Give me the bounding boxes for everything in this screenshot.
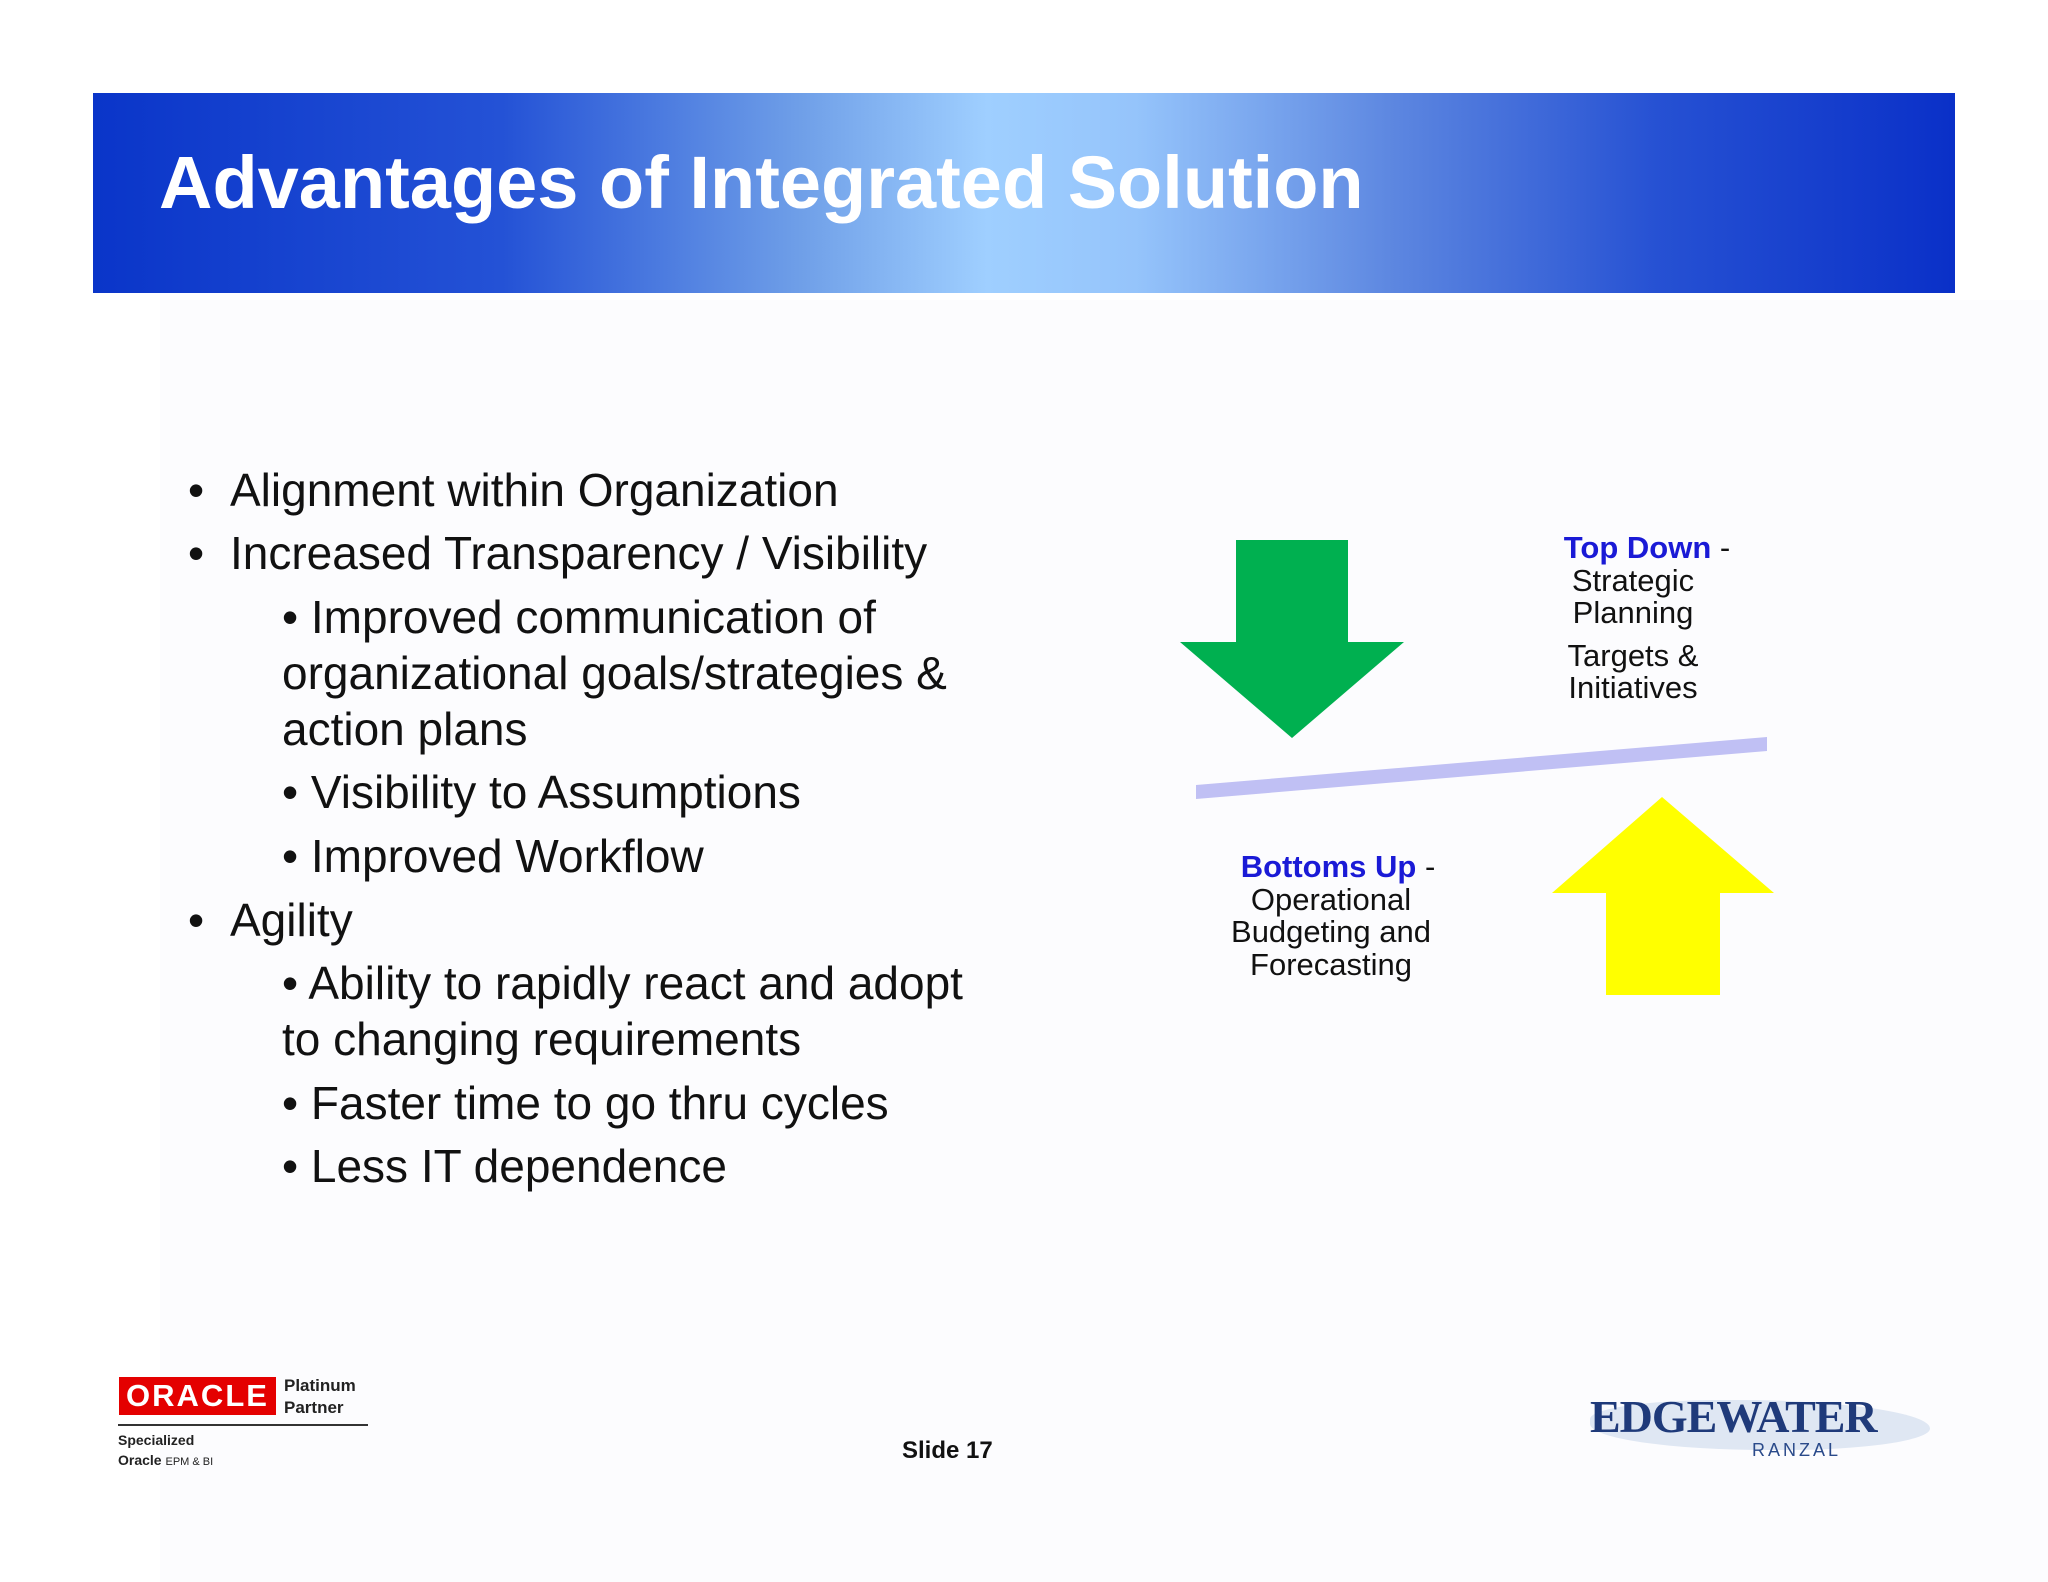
bullet-text: Improved communication of <box>310 591 876 643</box>
slide-title: Advantages of Integrated Solution <box>159 141 1364 224</box>
bullet-text: Faster time to go thru cycles <box>310 1077 889 1129</box>
subbullet-assumptions <box>282 764 801 820</box>
bullet-alignment <box>188 462 839 518</box>
edgewater-name: EDGEWATER <box>1590 1391 1877 1442</box>
bullet-marker: • <box>282 1077 299 1129</box>
top-down-label <box>1528 532 1738 705</box>
bullet-agility <box>188 892 353 948</box>
subbullet-cycles <box>282 1075 889 1131</box>
bullet-text: Increased Transparency / Visibility <box>230 527 928 579</box>
oracle-spec-detail-line <box>118 1450 213 1472</box>
oracle-specialization <box>118 1430 213 1472</box>
bottoms-up-dash: - <box>1416 849 1436 884</box>
bottoms-up-heading: Bottoms Up <box>1240 849 1417 884</box>
bullet-text: Less IT dependence <box>310 1140 727 1192</box>
oracle-partner-text <box>284 1375 356 1419</box>
bottoms-up-label <box>1220 851 1442 981</box>
bullet-marker: • <box>188 527 205 579</box>
top-down-dash: - <box>1711 530 1731 565</box>
bullet-marker: • <box>188 464 205 516</box>
bullet-text: Ability to rapidly react and adopt <box>308 957 963 1009</box>
oracle-spec-detail: EPM & BI <box>165 1456 214 1468</box>
bottoms-up-line: Operational <box>1250 881 1412 917</box>
bullet-marker: • <box>282 1140 299 1192</box>
oracle-partner-logo <box>116 1373 376 1473</box>
bullet-list <box>0 0 1100 1250</box>
top-down-line: Planning <box>1572 595 1694 631</box>
top-down-line: Initiatives <box>1568 670 1698 706</box>
bullet-text: Agility <box>230 894 353 946</box>
top-down-line: Targets & <box>1567 637 1699 673</box>
bottoms-up-line: Budgeting and <box>1231 914 1431 950</box>
subbullet-communication-cont: organizational goals/strategies & <box>282 647 947 699</box>
edgewater-sub: RANZAL <box>1752 1440 1842 1460</box>
oracle-specialized: Specialized <box>118 1432 195 1448</box>
bottoms-up-heading-line <box>1234 851 1442 884</box>
bullet-transparency <box>188 525 927 581</box>
bullet-marker: • <box>282 591 299 643</box>
subbullet-communication <box>282 589 876 645</box>
subbullet-react <box>282 955 963 1011</box>
top-down-line: Strategic <box>1571 562 1695 598</box>
top-down-heading-line <box>1556 532 1738 565</box>
bottoms-up-line: Forecasting <box>1250 946 1412 982</box>
subbullet-it <box>282 1138 727 1194</box>
subbullet-workflow <box>282 828 704 884</box>
subbullet-communication-cont: action plans <box>282 703 528 755</box>
oracle-partner-line: Partner <box>284 1398 344 1417</box>
edgewater-logo <box>1580 1388 1930 1468</box>
oracle-spec-prefix: Oracle <box>118 1452 162 1468</box>
bullet-marker: • <box>188 894 205 946</box>
oracle-brand: ORACLE <box>119 1377 276 1415</box>
bullet-text: Improved Workflow <box>310 830 704 882</box>
oracle-partner-line: Platinum <box>284 1376 356 1395</box>
bullet-text: Visibility to Assumptions <box>310 766 801 818</box>
bullet-marker: • <box>282 766 299 818</box>
top-down-heading: Top Down <box>1563 530 1712 565</box>
subbullet-react-cont: to changing requirements <box>282 1013 802 1065</box>
bullet-marker: • <box>282 957 299 1009</box>
bullet-marker: • <box>282 830 299 882</box>
oracle-divider <box>118 1424 368 1426</box>
bullet-text: Alignment within Organization <box>230 464 839 516</box>
slide-number: Slide 17 <box>902 1437 993 1464</box>
